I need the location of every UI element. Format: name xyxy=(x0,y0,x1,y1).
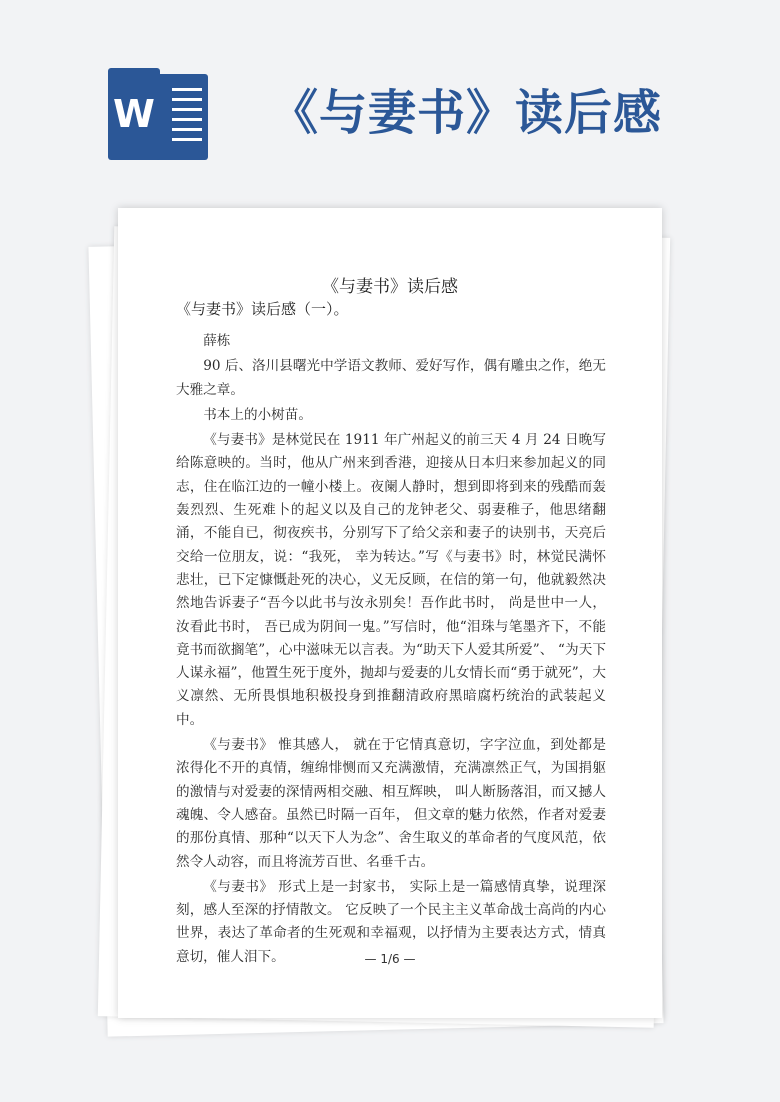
word-document-icon xyxy=(108,68,210,160)
word-icon-line xyxy=(172,108,202,111)
document-page xyxy=(118,208,662,1018)
document-subtitle: 《与妻书》读后感（一）。 xyxy=(176,300,349,318)
body-paragraph: 《与妻书》是林觉民在 1911 年广州起义的前三天 4 月 24 日晚写给陈意映的。当时，他从广州来到香港，迎接从日本归来参加起义的同志，住在临江边的一幢小楼上。夜阑人静时，想到即将到来的残酷而轰轰烈烈、生死难卜的起义以及自己的龙钟老父、弱妻稚子，他思绪翻涌，不能自已，彻夜疾书，分别写下了给父亲和妻子的诀别书，天亮后交给一位朋友，说：“我死， 幸为转达。”写《与妻书》时，林觉民满怀悲壮，已下定慷慨赴死的决心，义无反顾，在信的第一句，他就毅然决然地告诉妻子“吾今以此书与汝永别矣！吾作此书时， 尚是世中一人， 汝看此书时， 吾已成为阴间一鬼。”写信时，他“泪珠与笔墨齐下，不能竟书而欲搁笔”，心中滋味无以言表。为“助天下人爱其所爱”、 “为天下人谋永福”，他置生死于度外，抛却与爱妻的儿女情长而“勇于就死”，大义凛然、无所畏惧地积极投身到推翻清政府黑暗腐朽统治的武装起义中。 xyxy=(176,432,606,728)
page-number: — 1/6 — xyxy=(364,952,416,966)
document-body xyxy=(176,330,606,971)
word-icon-line xyxy=(172,128,202,131)
page-heading: 《与妻书》读后感 xyxy=(270,85,663,141)
word-icon-letter: W xyxy=(108,68,160,160)
author-name: 薛栋 xyxy=(203,333,231,349)
author-note: 书本上的小树苗。 xyxy=(203,406,312,423)
document-title: 《与妻书》读后感 xyxy=(322,277,458,297)
word-icon-line xyxy=(172,98,202,101)
author-bio: 90 后、洛川县曙光中学语文教师、爱好写作，偶有雕虫之作，绝无大雅之章。 xyxy=(176,358,606,398)
word-icon-line xyxy=(172,138,202,141)
word-icon-line xyxy=(172,88,202,91)
word-icon-line xyxy=(172,118,202,121)
body-paragraph: 《与妻书》 惟其感人， 就在于它情真意切，字字泣血，到处都是浓得化不开的真情，缠绵悱恻而又充满激情，充满凛然正气，为国捐躯的激情与对爱妻的深情两相交融、相互辉映， 叫人断肠落泪，而又撼人魂魄、令人感奋。虽然已时隔一百年， 但文章的魅力依然，作者对爱妻的那份真情、那种“以天下人为念”、舍生取义的革命者的气度风范，依然令人动容，而且将流芳百世、名垂千古。 xyxy=(176,737,606,870)
body-paragraph: 《与妻书》 形式上是一封家书， 实际上是一篇感情真挚，说理深刻，感人至深的抒情散文。 它反映了一个民主主义革命战士高尚的内心世界，表达了革命者的生死观和幸福观，以抒情为主要表达方式，情真意切，催人泪下。 xyxy=(176,878,606,965)
header-banner xyxy=(0,0,780,200)
